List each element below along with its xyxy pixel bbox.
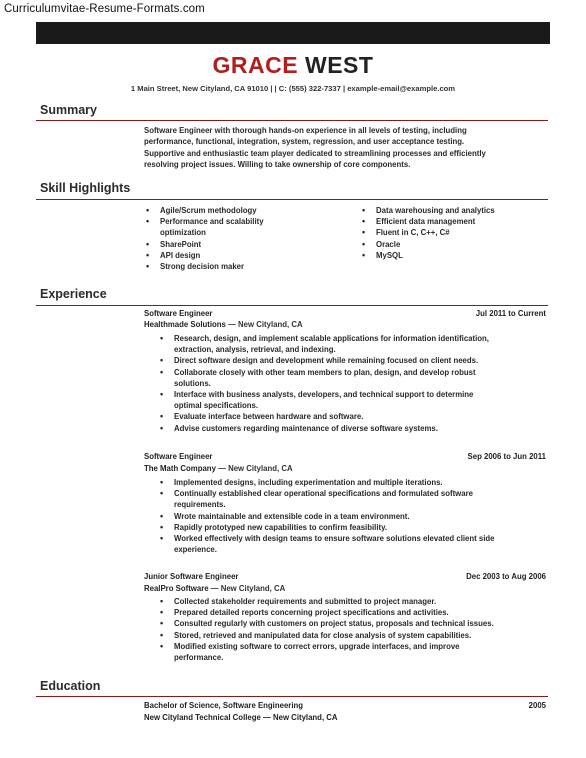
company-name: Healthmade Solutions [144, 320, 226, 329]
skills-rule [36, 199, 548, 200]
skill-item: • MySQL [360, 250, 550, 261]
summary-line: Supportive and enthusiastic team player dedicated to streamlining processes and efficiently [144, 148, 486, 158]
job-header [144, 309, 546, 318]
job-bullet: • Interface with business analysts, developers, and technical support to determine optimal specifications. [160, 389, 540, 411]
school-location: New Cityland, CA [272, 713, 338, 722]
summary-line: resolving project issues. Willing to take ownership of core components. [144, 160, 411, 170]
site-watermark: Curriculumvitae-Resume-Formats.com [4, 3, 205, 15]
degree: Bachelor of Science, Software Engineering [144, 701, 304, 710]
job-title: Software Engineer [144, 309, 213, 318]
education-rule [36, 696, 548, 697]
contact-line: 1 Main Street, New Cityland, CA 91010 | | C: (555) 322-7337 | example-email@example.com [130, 84, 456, 93]
education-degree-line [144, 701, 546, 710]
header-bar [36, 22, 550, 44]
job-bullet: • Advise customers regarding maintenance of diverse software systems. [160, 423, 540, 434]
skills-list-right [360, 205, 550, 261]
skills-heading: Skill Highlights [40, 181, 131, 195]
job-bullet: • Evaluate interface between hardware and software. [160, 411, 540, 422]
summary-heading: Summary [40, 103, 97, 117]
skill-item: • Strong decision maker [144, 261, 334, 272]
job-bullets [160, 333, 540, 434]
summary-text [144, 125, 539, 171]
job-dates: Dec 2003 to Aug 2006 [466, 572, 546, 581]
education-school-line: New Cityland Technical College — New Cityland, CA [144, 713, 338, 722]
company-location: New Cityland, CA [220, 584, 286, 593]
skill-item: • Performance and scalability optimization [144, 216, 334, 238]
job-bullet: • Worked effectively with design teams to ensure software solutions elevated client side experience. [160, 533, 540, 555]
skill-item: • Efficient data management [360, 216, 550, 227]
summary-line: Software Engineer with thorough hands-on experience in all levels of testing, including [144, 126, 467, 135]
experience-heading: Experience [40, 287, 107, 301]
job-company-line: RealPro Software — New Cityland, CA [144, 584, 286, 593]
job-title: Junior Software Engineer [144, 572, 239, 581]
skill-item: • Oracle [360, 239, 550, 250]
graduation-year: 2005 [528, 701, 546, 710]
company-name: The Math Company [144, 464, 216, 473]
skill-item: • API design [144, 250, 334, 261]
job-bullet: • Wrote maintainable and extensible code in a team environment. [160, 511, 540, 522]
job-bullet: • Direct software design and development while remaining focused on client needs. [160, 355, 540, 366]
job-bullets [160, 477, 540, 555]
skill-item: • SharePoint [144, 239, 334, 250]
company-location: New Cityland, CA [228, 464, 293, 473]
job-bullet: • Rapidly prototyped new capabilities to confirm feasibility. [160, 522, 540, 533]
job-bullet: • Collaborate closely with other team members to plan, design, and develop robust solutions. [160, 367, 540, 389]
job-dates: Sep 2006 to Jun 2011 [467, 452, 546, 461]
job-bullet: • Research, design, and implement scalable applications for information identification, extraction, analysis, retrieval, and indexing. [160, 333, 540, 355]
job-header [144, 452, 546, 461]
job-dates: Jul 2011 to Current [475, 309, 546, 318]
job-company-line: The Math Company — New Cityland, CA [144, 464, 293, 473]
skills-list-left [144, 205, 334, 272]
experience-rule [36, 305, 548, 306]
first-name: GRACE [212, 52, 299, 78]
skill-item: • Data warehousing and analytics [360, 205, 550, 216]
skill-item: • Fluent in C, C++, C# [360, 227, 550, 238]
job-header [144, 572, 546, 581]
job-bullet: • Consulted regularly with customers on project status, proposals and technical issues. [160, 618, 540, 629]
candidate-name [0, 52, 586, 79]
job-bullet: • Prepared detailed reports concerning project specifications and activities. [160, 607, 540, 618]
job-bullets [160, 596, 540, 663]
company-name: RealPro Software [144, 584, 209, 593]
job-bullet: • Collected stakeholder requirements and submitted to project manager. [160, 596, 540, 607]
job-title: Software Engineer [144, 452, 213, 461]
job-bullet: • Modified existing software to correct errors, upgrade interfaces, and improve performance. [160, 641, 540, 663]
skill-item: • Agile/Scrum methodology [144, 205, 334, 216]
summary-line: performance, functional, integration, system, regression, and user acceptance testing. [144, 137, 465, 147]
job-bullet: • Stored, retrieved and manipulated data for close analysis of system capabilities. [160, 630, 540, 641]
company-location: New Cityland, CA [238, 320, 303, 329]
summary-rule [36, 120, 548, 121]
job-company-line: Healthmade Solutions — New Cityland, CA [144, 320, 303, 329]
school-name: New Cityland Technical College [144, 713, 261, 722]
job-bullet: • Continually established clear operational specifications and formulated software requirements. [160, 488, 540, 510]
education-heading: Education [40, 679, 101, 693]
job-bullet: • Implemented designs, including experimentation and multiple iterations. [160, 477, 540, 488]
last-name: WEST [305, 52, 374, 78]
